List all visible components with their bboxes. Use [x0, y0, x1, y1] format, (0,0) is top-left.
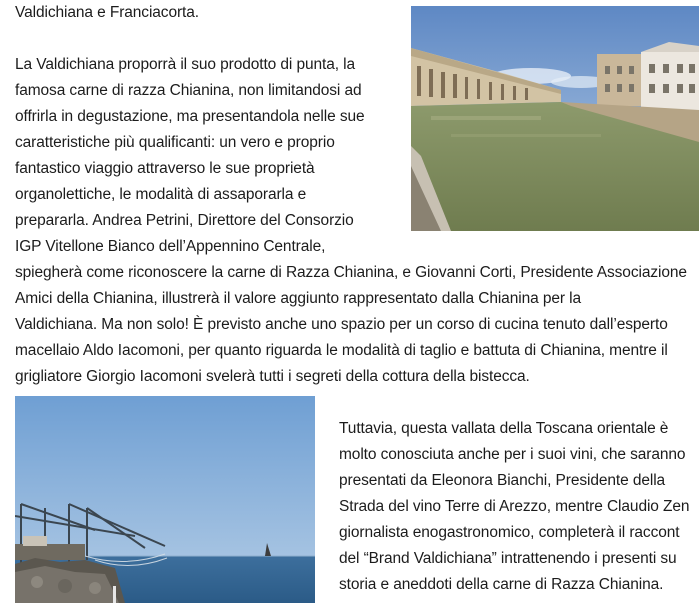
article-text-line: Valdichiana e Franciacorta. — [15, 4, 199, 21]
article-text-line: giornalista enogastronomico, completerà il raccont — [339, 524, 680, 541]
article-text-line: La Valdichiana proporrà il suo prodotto di punta, la — [15, 56, 356, 73]
article-text-line: grigliatore Giorgio Iacomoni svelerà tutti i segreti della cottura della bistecca. — [15, 368, 530, 385]
article-text-line: IGP Vitellone Bianco dell’Appennino Centrale, — [15, 238, 326, 255]
article-text-line: Amici della Chianina, illustrerà il valore aggiunto rappresentato dalla Chianina per la — [15, 290, 581, 307]
article-text-line: macellaio Aldo Iacomoni, per quanto riguarda le modalità di taglio e battuta di Chianina, mentre il — [15, 342, 668, 359]
article-text-line: Tuttavia, questa vallata della Toscana orientale è — [339, 420, 669, 437]
article-text-line: caratteristiche più qualificanti: un vero e proprio — [15, 134, 335, 151]
sea-photo — [15, 396, 315, 603]
article-text-line: offrirla in degustazione, ma presentandola nelle sue — [15, 108, 365, 125]
article-text-line: del “Brand Valdichiana” intrattenendo i presenti su — [339, 550, 677, 567]
article-text-line: organolettiche, le modalità di assaporarla e — [15, 186, 307, 203]
article-text-line: spiegherà come riconoscere la carne di Razza Chianina, e Giovanni Corti, Presidente Associazione — [15, 264, 687, 281]
article-text-line: presentati da Eleonora Bianchi, Presidente della — [339, 472, 666, 489]
article-text-line: prepararla. Andrea Petrini, Direttore del Consorzio — [15, 212, 354, 229]
article-text-line: famosa carne di razza Chianina, non limitandosi ad — [15, 82, 362, 99]
article-text-line: molto conosciuta anche per i suoi vini, che saranno — [339, 446, 686, 463]
article-text-line: storia e aneddoti della carne di Razza Chianina. — [339, 576, 664, 593]
canal-photo — [411, 6, 699, 231]
article-text-line: Valdichiana. Ma non solo! È previsto anche uno spazio per un corso di cucina tenuto dall’esperto — [15, 316, 668, 333]
article-text-line: fantastico viaggio attraverso le sue proprietà — [15, 160, 315, 177]
article-text-line: Strada del vino Terre di Arezzo, mentre Claudio Zen — [339, 498, 690, 515]
